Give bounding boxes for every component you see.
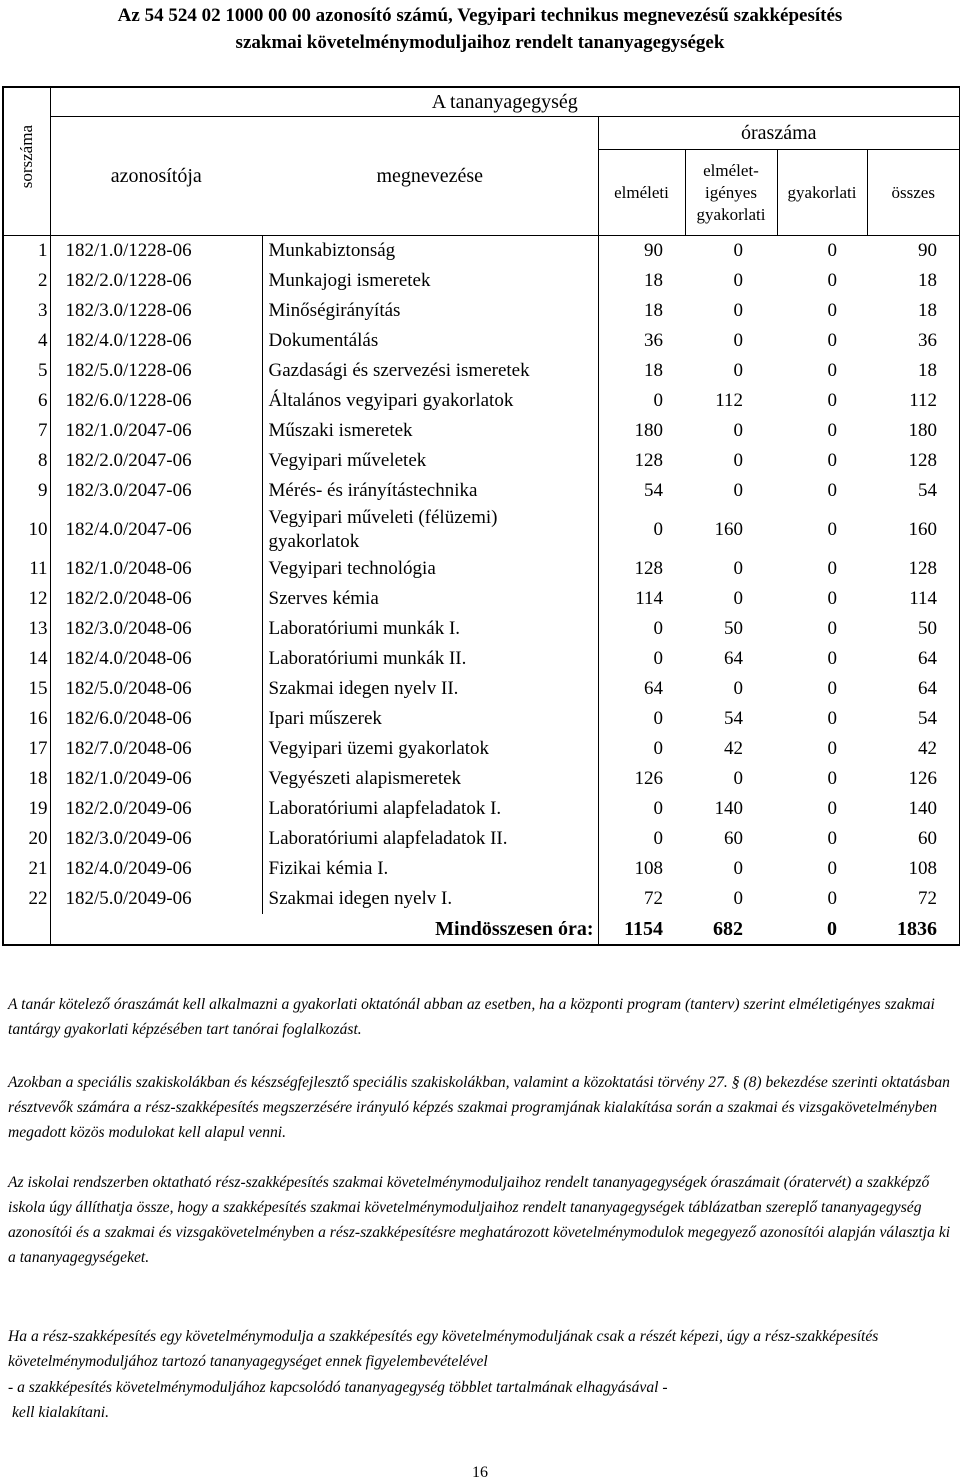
table-row — [3, 764, 960, 794]
row-elmeletigenyes: 54 — [724, 708, 743, 729]
total-osszes: 1836 — [897, 918, 938, 940]
row-number: 20 — [3, 824, 50, 854]
row-osszes: 180 — [908, 420, 938, 441]
row-elmeleti: 0 — [598, 614, 685, 644]
row-osszes: 18 — [918, 360, 938, 381]
row-gyakorlati: 0 — [827, 480, 837, 501]
row-elmeleti: 126 — [598, 764, 685, 794]
row-elmeletigenyes: 0 — [733, 240, 743, 261]
total-row — [3, 914, 960, 945]
row-osszes: 36 — [918, 330, 938, 351]
row-osszes: 60 — [918, 828, 938, 849]
table-row — [3, 884, 960, 914]
row-gyakorlati: 0 — [827, 798, 837, 819]
row-elmeletigenyes: 64 — [724, 648, 743, 669]
note-5: - a szakképesítés követelménymoduljához kapcsolódó tananyagegység többlet tartalmának elhagyásával - — [8, 1379, 668, 1396]
row-elmeleti: 36 — [598, 326, 685, 356]
row-number: 1 — [3, 236, 50, 267]
row-osszes: 18 — [918, 270, 938, 291]
row-gyakorlati: 0 — [827, 420, 837, 441]
row-elmeletigenyes: 0 — [733, 858, 743, 879]
row-number: 12 — [3, 584, 50, 614]
table-row — [3, 794, 960, 824]
header-osszes: összes — [867, 150, 960, 236]
row-number: 22 — [3, 884, 50, 914]
row-name: Vegyipari műveletek — [262, 446, 598, 476]
note-2: Azokban a speciális szakiskolákban és készségfejlesztő speciális szakiskolákban, valamint a közoktatási törvény 27. § (8) bekezdése szerinti oktatásban résztvevők számára a rész-szakképesítés megszerzésére irányuló képzés szakmai programjának kialakítása során a szakmai és vizsgakövetelményben megadott közös modulokat kell alapul venni. — [8, 1074, 950, 1141]
row-name: Mérés- és irányítástechnika — [262, 476, 598, 506]
row-elmeleti: 54 — [598, 476, 685, 506]
row-number: 18 — [3, 764, 50, 794]
table-row — [3, 326, 960, 356]
row-name: Laboratóriumi alapfeladatok I. — [262, 794, 598, 824]
row-osszes: 140 — [908, 798, 938, 819]
table-row — [3, 386, 960, 416]
header-megnevezese: megnevezése — [262, 117, 598, 236]
row-gyakorlati: 0 — [827, 858, 837, 879]
row-elmeletigenyes: 0 — [733, 768, 743, 789]
row-gyakorlati: 0 — [827, 888, 837, 909]
table-row — [3, 614, 960, 644]
row-number: 13 — [3, 614, 50, 644]
row-osszes: 18 — [918, 300, 938, 321]
header-sorszama-label: sorszáma — [16, 125, 36, 189]
row-id: 182/1.0/2049-06 — [65, 768, 192, 789]
row-name: Gazdasági és szervezési ismeretek — [262, 356, 598, 386]
row-elmeleti: 18 — [598, 296, 685, 326]
row-name: Munkabiztonság — [262, 236, 598, 267]
total-spacer-2 — [50, 914, 262, 945]
row-elmeleti: 0 — [598, 386, 685, 416]
row-elmeleti: 128 — [598, 554, 685, 584]
row-gyakorlati: 0 — [827, 588, 837, 609]
row-elmeleti: 0 — [598, 734, 685, 764]
row-elmeleti: 18 — [598, 266, 685, 296]
table-row — [3, 416, 960, 446]
table-row — [3, 296, 960, 326]
table-row — [3, 674, 960, 704]
header-elmeletigenyes — [685, 150, 777, 236]
table-row — [3, 356, 960, 386]
table-row — [3, 644, 960, 674]
table-row — [3, 704, 960, 734]
row-id: 182/4.0/2049-06 — [65, 858, 192, 879]
table-row — [3, 506, 960, 554]
row-number: 16 — [3, 704, 50, 734]
row-gyakorlati: 0 — [827, 240, 837, 261]
row-name: Vegyipari üzemi gyakorlatok — [262, 734, 598, 764]
row-id: 182/2.0/1228-06 — [65, 270, 192, 291]
title-line-2: szakmai követelménymoduljaihoz rendelt tananyagegységek — [235, 32, 725, 53]
row-name-line-1: Vegyipari műveleti (félüzemi) — [268, 507, 498, 528]
row-elmeletigenyes: 140 — [714, 798, 743, 819]
row-elmeleti: 180 — [598, 416, 685, 446]
row-number: 11 — [3, 554, 50, 584]
row-number: 8 — [3, 446, 50, 476]
table-row — [3, 236, 960, 267]
total-gyakorlati: 0 — [827, 918, 837, 940]
row-id: 182/2.0/2049-06 — [65, 798, 192, 819]
row-id: 182/4.0/2048-06 — [65, 648, 192, 669]
row-number: 6 — [3, 386, 50, 416]
note-6: kell kialakítani. — [12, 1404, 109, 1421]
row-elmeleti: 64 — [598, 674, 685, 704]
row-gyakorlati: 0 — [827, 648, 837, 669]
row-elmeleti: 0 — [598, 794, 685, 824]
header-elmeleti: elméleti — [598, 150, 685, 236]
row-elmeleti: 18 — [598, 356, 685, 386]
row-id: 182/3.0/1228-06 — [65, 300, 192, 321]
row-elmeletigenyes: 50 — [724, 618, 743, 639]
row-elmeleti: 0 — [598, 704, 685, 734]
row-osszes: 54 — [918, 480, 938, 501]
row-id: 182/3.0/2048-06 — [65, 618, 192, 639]
table-row — [3, 854, 960, 884]
row-osszes: 54 — [918, 708, 938, 729]
row-elmeleti: 90 — [598, 236, 685, 267]
row-gyakorlati: 0 — [827, 300, 837, 321]
row-name: Laboratóriumi munkák I. — [262, 614, 598, 644]
row-gyakorlati: 0 — [827, 768, 837, 789]
row-name: Szakmai idegen nyelv II. — [262, 674, 598, 704]
header-oraszama: óraszáma — [598, 117, 960, 150]
row-osszes: 72 — [918, 888, 938, 909]
row-number: 10 — [3, 506, 50, 554]
row-name: Dokumentálás — [262, 326, 598, 356]
row-elmeletigenyes: 112 — [715, 390, 743, 411]
header-elmeletigenyes-3: gyakorlati — [696, 204, 766, 224]
row-name-line-2: gyakorlatok — [268, 531, 360, 552]
row-elmeletigenyes: 0 — [733, 558, 743, 579]
header-azonositoja: azonosítója — [50, 117, 262, 236]
row-osszes: 50 — [918, 618, 938, 639]
row-osszes: 64 — [918, 648, 938, 669]
page-number: 16 — [472, 1464, 488, 1481]
row-osszes: 90 — [918, 240, 938, 261]
row-id: 182/3.0/2049-06 — [65, 828, 192, 849]
row-gyakorlati: 0 — [827, 390, 837, 411]
total-elmeleti: 1154 — [598, 914, 685, 945]
row-elmeletigenyes: 0 — [733, 300, 743, 321]
row-name: Munkajogi ismeretek — [262, 266, 598, 296]
row-elmeleti: 0 — [598, 824, 685, 854]
row-elmeleti: 0 — [598, 644, 685, 674]
row-name: Általános vegyipari gyakorlatok — [262, 386, 598, 416]
row-name: Minőségirányítás — [262, 296, 598, 326]
row-name: Fizikai kémia I. — [262, 854, 598, 884]
header-group: A tananyagegység — [50, 87, 960, 117]
row-number: 17 — [3, 734, 50, 764]
row-elmeletigenyes: 0 — [733, 678, 743, 699]
row-number: 21 — [3, 854, 50, 884]
row-osszes: 112 — [909, 390, 938, 411]
row-id: 182/5.0/2049-06 — [65, 888, 192, 909]
row-gyakorlati: 0 — [827, 558, 837, 579]
row-name — [262, 506, 598, 554]
row-gyakorlati: 0 — [827, 360, 837, 381]
row-gyakorlati: 0 — [827, 330, 837, 351]
row-gyakorlati: 0 — [827, 678, 837, 699]
row-gyakorlati: 0 — [827, 738, 837, 759]
row-name: Vegyipari technológia — [262, 554, 598, 584]
table-row — [3, 554, 960, 584]
row-name: Vegyészeti alapismeretek — [262, 764, 598, 794]
row-elmeletigenyes: 160 — [714, 519, 743, 540]
row-elmeletigenyes: 0 — [733, 330, 743, 351]
curriculum-table — [2, 86, 960, 946]
row-elmeletigenyes: 0 — [733, 450, 743, 471]
row-elmeletigenyes: 0 — [733, 360, 743, 381]
row-id: 182/4.0/2047-06 — [65, 519, 192, 540]
row-elmeleti: 128 — [598, 446, 685, 476]
row-gyakorlati: 0 — [827, 708, 837, 729]
row-osszes: 108 — [908, 858, 938, 879]
row-osszes: 42 — [918, 738, 938, 759]
row-elmeletigenyes: 0 — [733, 270, 743, 291]
row-number: 15 — [3, 674, 50, 704]
total-elmeletigenyes: 682 — [713, 918, 743, 940]
row-gyakorlati: 0 — [827, 828, 837, 849]
title-line-1: Az 54 524 02 1000 00 00 azonosító számú, Vegyipari technikus megnevezésű szakképesítés — [117, 5, 843, 26]
row-name: Szerves kémia — [262, 584, 598, 614]
row-elmeletigenyes: 0 — [733, 588, 743, 609]
row-name: Műszaki ismeretek — [262, 416, 598, 446]
row-gyakorlati: 0 — [827, 450, 837, 471]
row-id: 182/2.0/2048-06 — [65, 588, 192, 609]
row-elmeleti: 108 — [598, 854, 685, 884]
row-number: 3 — [3, 296, 50, 326]
page-title — [0, 2, 960, 56]
row-osszes: 114 — [909, 588, 938, 609]
row-elmeleti: 0 — [598, 506, 685, 554]
row-id: 182/1.0/1228-06 — [65, 240, 192, 261]
row-number: 2 — [3, 266, 50, 296]
table-row — [3, 734, 960, 764]
row-elmeleti: 72 — [598, 884, 685, 914]
row-id: 182/5.0/2048-06 — [65, 678, 192, 699]
row-osszes: 160 — [908, 519, 938, 540]
row-id: 182/1.0/2047-06 — [65, 420, 192, 441]
row-elmeleti: 114 — [598, 584, 685, 614]
table-row — [3, 266, 960, 296]
row-id: 182/6.0/2048-06 — [65, 708, 192, 729]
row-name: Laboratóriumi munkák II. — [262, 644, 598, 674]
row-number: 4 — [3, 326, 50, 356]
header-elmeletigenyes-2: igényes — [705, 182, 757, 202]
table-row — [3, 584, 960, 614]
row-gyakorlati: 0 — [827, 519, 837, 540]
row-elmeletigenyes: 0 — [733, 888, 743, 909]
total-spacer — [3, 914, 50, 945]
row-osszes: 128 — [908, 558, 938, 579]
row-number: 19 — [3, 794, 50, 824]
header-elmeletigenyes-1: elmélet- — [703, 160, 759, 180]
row-osszes: 64 — [918, 678, 938, 699]
note-1: A tanár kötelező óraszámát kell alkalmazni a gyakorlati oktatónál abban az esetben, ha a központi program (tanterv) szerint elméletigényes szakmai tantárgy gyakorlati képzésében tart tanórai foglalkozást. — [8, 996, 935, 1038]
row-gyakorlati: 0 — [827, 618, 837, 639]
row-id: 182/7.0/2048-06 — [65, 738, 192, 759]
header-sorszama — [3, 87, 50, 236]
row-number: 14 — [3, 644, 50, 674]
row-gyakorlati: 0 — [827, 270, 837, 291]
row-id: 182/2.0/2047-06 — [65, 450, 192, 471]
row-elmeletigenyes: 0 — [733, 420, 743, 441]
row-elmeletigenyes: 60 — [724, 828, 743, 849]
total-label: Mindösszesen óra: — [435, 918, 594, 940]
table-row — [3, 824, 960, 854]
row-name: Szakmai idegen nyelv I. — [262, 884, 598, 914]
row-osszes: 128 — [908, 450, 938, 471]
row-elmeletigenyes: 42 — [724, 738, 743, 759]
note-3: Az iskolai rendszerben oktatható rész-szakképesítés szakmai követelménymoduljaihoz rendelt tananyagegységek óraszámait (óratervét) a szakképző iskola úgy állíthatja össze, hogy a szakképesítés szakmai követelménymoduljaihoz rendelt tananyagegységek táblázatban szereplő tananyagegység azonosítói és a szakmai és vizsgakövetelményben a rész-szakképesítésre meghatározott követelménymodulok megegyező azonosítói alapján választja ki a tananyagegységeket. — [8, 1174, 951, 1266]
table-row — [3, 446, 960, 476]
row-id: 182/6.0/1228-06 — [65, 390, 192, 411]
row-name: Ipari műszerek — [262, 704, 598, 734]
table-row — [3, 476, 960, 506]
row-number: 9 — [3, 476, 50, 506]
row-osszes: 126 — [908, 768, 938, 789]
row-elmeletigenyes: 0 — [733, 480, 743, 501]
row-id: 182/4.0/1228-06 — [65, 330, 192, 351]
row-id: 182/1.0/2048-06 — [65, 558, 192, 579]
header-gyakorlati: gyakorlati — [777, 150, 867, 236]
row-number: 5 — [3, 356, 50, 386]
row-name: Laboratóriumi alapfeladatok II. — [262, 824, 598, 854]
note-4: Ha a rész-szakképesítés egy követelménymodulja a szakképesítés egy követelménymoduljának csak a részét képezi, úgy a rész-szakképesítés követelménymoduljához tartozó tananyagegységet ennek figyelembevételével — [8, 1328, 879, 1370]
row-number: 7 — [3, 416, 50, 446]
row-id: 182/3.0/2047-06 — [65, 480, 192, 501]
row-id: 182/5.0/1228-06 — [65, 360, 192, 381]
